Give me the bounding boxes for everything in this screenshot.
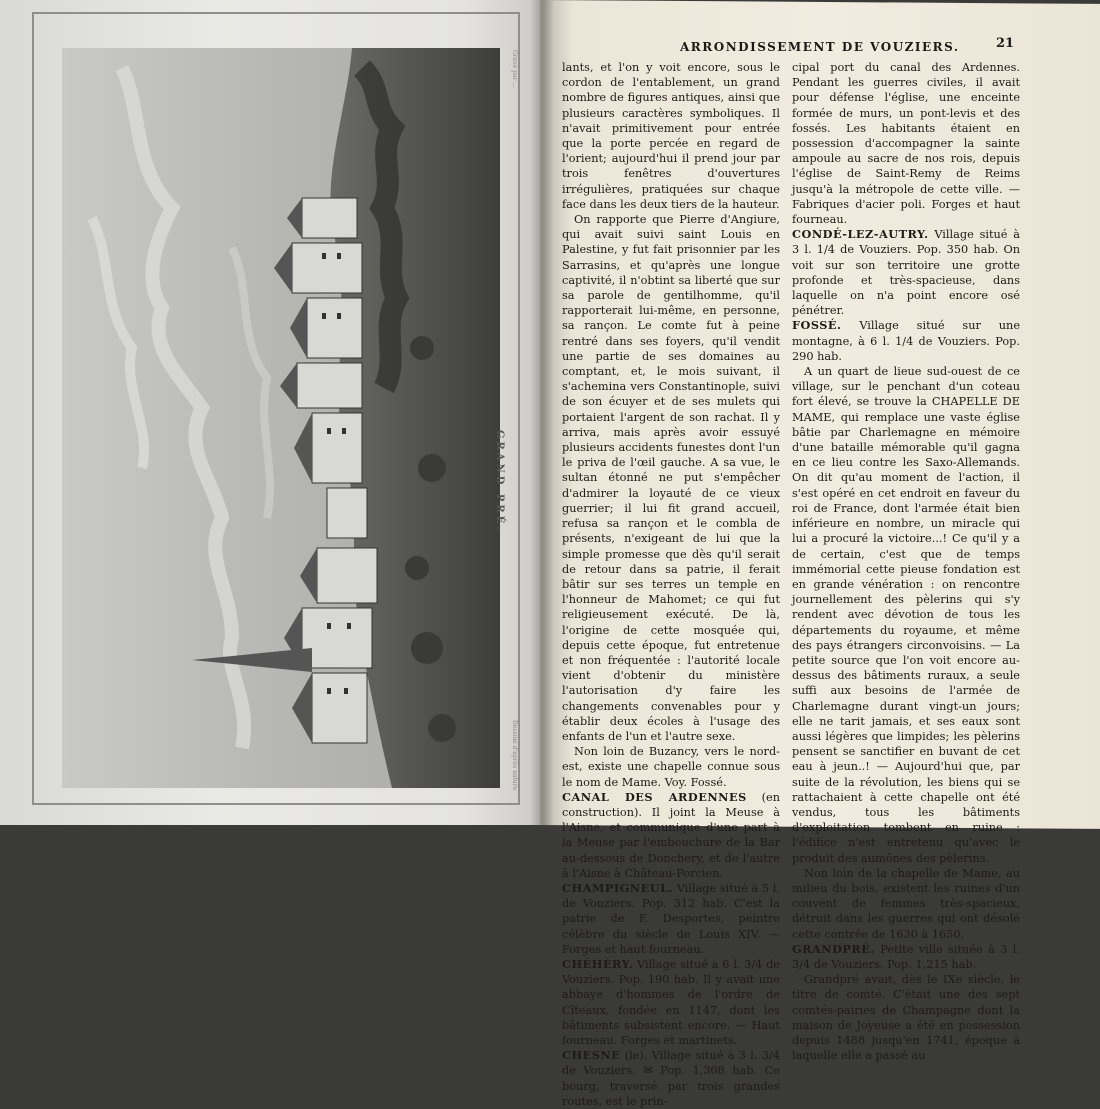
paragraph [792,866,1020,942]
paragraph [562,957,780,1048]
entry-heading: CONDÉ-LEZ-AUTRY. [792,227,929,242]
paragraph-text: Grandpré avait, dès le IXe siècle, le titre de comté. C'était une des sept comtés-pairies de Champagne dont la maison de Joyeuse a été en possession depuis 1488 jusqu'en 1741, époque à laquelle elle a passé au [792,973,1020,1063]
paragraph-text: Petite ville située à 3 l. 3/4 de Vouziers. Pop. 1,215 hab. [792,942,1020,971]
paragraph-text: lants, et l'on y voit encore, sous le cordon de l'entablement, un grand nombre de figures antiques, ainsi que plusieurs caractères symboliques. Il n'avait primitivement pour entrée que la porte percée en regard de l'orient; aujourd'hui il prend jour par trois fenêtres d'ouvertures irrégulières, pratiquées sur chaque face dans les deux tiers de la hauteur. [562,61,780,211]
entry-heading: CHESNE [562,1048,621,1063]
paragraph [562,790,780,881]
paragraph [792,364,1020,866]
paragraph-text: Village situé à 6 l. 3/4 de Vouziers. Pop. 190 hab. Il y avait une abbaye d'hommes de l'ordre de Cîteaux, fondée en 1147, dont les bâtiments subsistent encore. — Haut fourneau. Forges et martinets. [562,957,780,1047]
paragraph [562,212,780,744]
paragraph [562,1048,780,1109]
paragraph [792,318,1020,364]
text-column-right [792,60,1020,1063]
paragraph [562,881,780,957]
paragraph-text: Village situé sur une montagne, à 6 l. 1/4 de Vouziers. Pop. 290 hab. [792,319,1020,363]
plate-caption: GRAND PRÉ. [494,430,505,533]
paragraph-text: A un quart de lieue sud-ouest de ce village, sur le penchant d'un coteau fort élevé, se trouve la CHAPELLE DE MAME, qui remplace une vaste église bâtie par Charlemagne en mémoire d'une bataille mémorable qu'il gagna en ce lieu contre les Saxo-Allemands. On dit qu'au moment de l'action, il s'est opéré en cet endroit en faveur du roi de France, dont l'armée était bien inférieure en nombre, un miracle qui lui a procuré la victoire...! Ce qu'il y a de certain, c'est que de temps immémorial cette pieuse fondation est en grande vénération : on rencontre journellement des pèlerins qui s'y rendent avec dévotion de tous les départements du royaume, et même des pays étrangers circonvoisins. — La petite source que l'on voit encore au-dessus des bâtiments ruraux, a seule suffi aux besoins de l'armée de Charlemagne durant vingt-un jours; elle ne tarit jamais, et ses eaux sont aussi légères que limpides; les pèlerins pensent se sanctifier en buvant de cet eau à jeun..! — Aujourd'hui que, par suite de la révolution, les biens qui se rattachaient à cette chapelle ont été vendus, tous les bâtiments d'exploitation tombent en ruine : l'édifice n'est entretenu qu'avec le produit des aumônes des pèlerins. [792,365,1020,865]
running-head: ARRONDISSEMENT DE VOUZIERS. [680,40,960,54]
paragraph-text: Village situé à 3 l. 1/4 de Vouziers. Pop. 350 hab. On voit sur son territoire une grotte profonde et très-spacieuse, dans laquelle on n'a point encore osé pénétrer. [792,228,1020,318]
paragraph [792,227,1020,318]
entry-heading: FOSSÉ. [792,318,842,333]
paragraph [792,942,1020,972]
paragraph [792,60,1020,227]
text-column-left [562,60,780,1109]
left-page [0,0,548,825]
paragraph [562,744,780,790]
entry-heading: CANAL DES ARDENNES [562,789,747,804]
entry-heading: CHÉHÉRY. [562,956,634,971]
paragraph [792,972,1020,1063]
entry-heading: GRANDPRÉ. [792,941,875,956]
paragraph-text: Non loin de Buzancy, vers le nord-est, existe une chapelle connue sous le nom de Mame. Voy. Fossé. [562,745,780,789]
paragraph-text: (en construction). Il joint la Meuse à l'Aisne, et communique d'une part à la Meuse par l'embouchure de la Bar au-dessous de Donchery, et de l'autre à l'Aisne à Château-Porcien. [562,790,781,880]
paragraph-text: On rapporte que Pierre d'Angiure, qui avait suivi saint Louis en Palestine, y fut fait prisonnier par les Sarrasins, et qu'après une longue captivité, il n'obtint sa liberté que sur sa parole de gentilhomme, qu'il rapporterait lui-même, en personne, sa rançon. Le comte fut à peine rentré dans ses foyers, qu'il vendit une partie de ses domaines au comptant, et, le mois suivant, il s'achemina vers Constantinople, suivi de son écuyer et de ses mulets qui portaient l'argent de son rachat. Il y arriva, mais après avoir essuyé plusieurs accidents funestes dont l'un le priva de l'œil gauche. A sa vue, le sultan étonné ne put s'empêcher d'admirer la loyauté de ce vieux guerrier; il lui fit grand accueil, refusa sa rançon et le combla de présents, n'exigeant de lui que la simple promesse que dès qu'il serait de retour dans sa patrie, il ferait bâtir sur ses terres un temple en l'honneur de Mahomet; ce qui fut religieusement exécuté. De là, l'origine de cette mosquée qui, depuis cette époque, fut entretenue et non fréquentée : l'autorité locale vient d'obtenir du ministère l'autorisation d'y faire les changements convenables pour y établir deux écoles à l'usage des enfants de l'un et l'autre sexe. [562,213,780,743]
engraving-grand-pre [62,48,500,788]
paragraph-text: Non loin de la chapelle de Mame, au milieu du bois, existent les ruines d'un couvent de femmes très-spacieux, détruit dans les guerres qui ont désolé cette contrée de 1630 à 1650. [792,866,1020,941]
artist-credit: Dessiné d'après nature [511,720,518,791]
engraver-credit: Gravé par ... [511,50,518,89]
paragraph [562,60,780,212]
entry-heading: CHAMPIGNEUL. [562,880,674,895]
paragraph-text: cipal port du canal des Ardennes. Pendant les guerres civiles, il avait pour défense l'église, une enceinte formée de murs, un pont-levis et des fossés. Les habitants étaient en possession d'accompagner la sainte ampoule au sacre de nos rois, depuis l'église de Saint-Remy de Reims jusqu'à la métropole de cette ville. — Fabriques d'acier poli. Forges et haut fourneau. [792,61,1020,227]
book-gutter [530,0,554,825]
page-number: 21 [996,36,1015,51]
paragraph-text: Village situé à 5 l. de Vouziers. Pop. 312 hab. C'est la patrie de F. Desportes, peintre célèbre du siècle de Louis XIV. — Forges et haut fourneau. [562,881,780,956]
paragraph-text: (le). Village situé à 3 l. 3/4 de Vouziers. ✉ Pop. 1,308 hab. Ce bourg, traversé par trois grandes routes, est le prin- [562,1049,780,1108]
